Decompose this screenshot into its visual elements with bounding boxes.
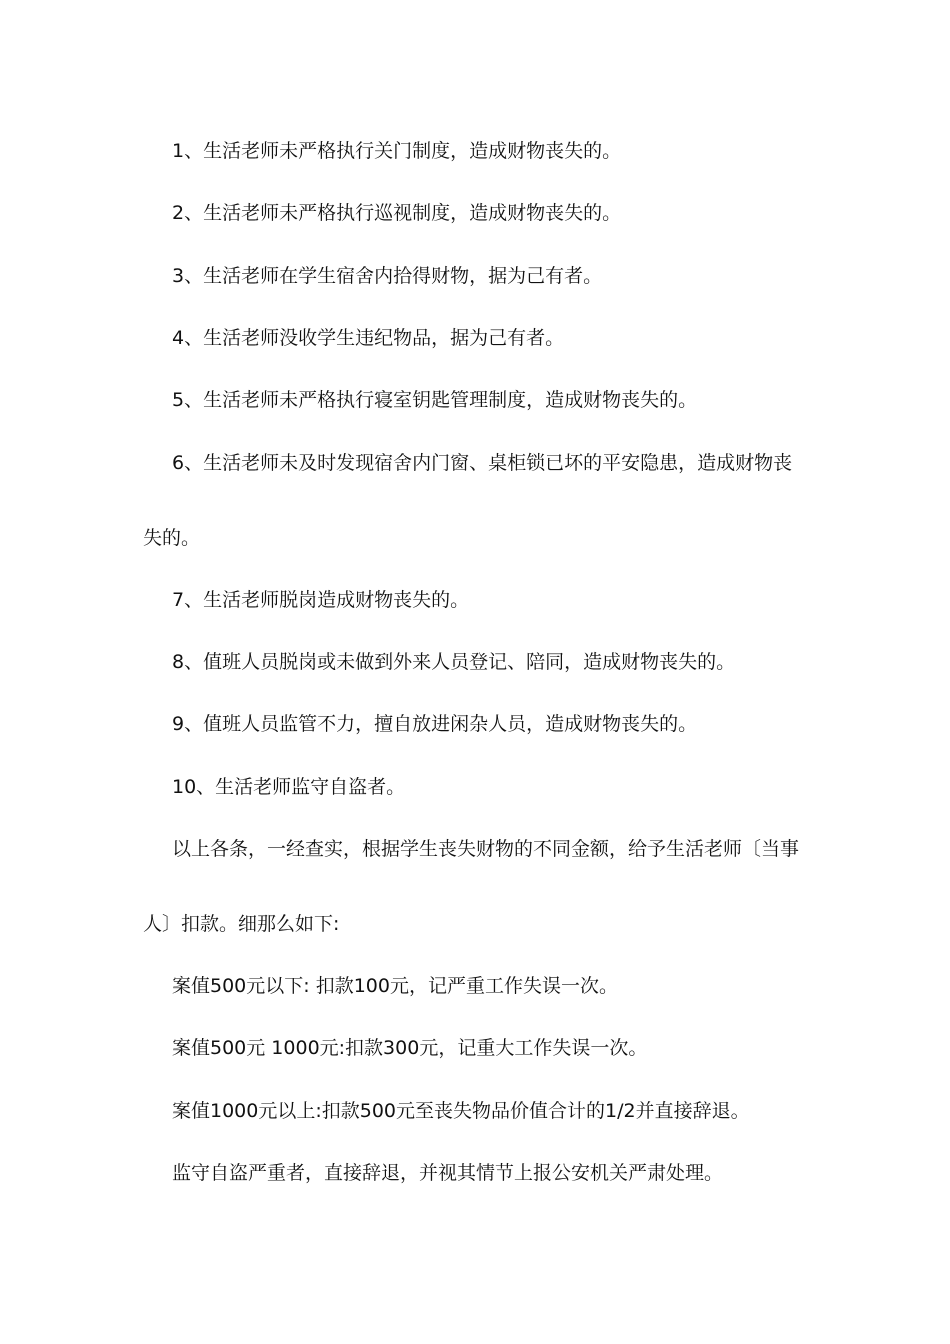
rule-5: 5、生活老师未严格执行寝室钥匙管理制度，造成财物丧失的。 [172, 389, 698, 411]
severe-case-note: 监守自盗严重者，直接辞退，并视其情节上报公安机关严肃处理。 [172, 1162, 724, 1184]
rule-3: 3、生活老师在学生宿舍内拾得财物，据为己有者。 [172, 265, 603, 287]
rule-8: 8、值班人员脱岗或未做到外来人员登记、陪同，造成财物丧失的。 [172, 651, 736, 673]
rule-9: 9、值班人员监管不力，擅自放进闲杂人员，造成财物丧失的。 [172, 713, 698, 735]
penalty-tier-2: 案值500元 1000元:扣款300元，记重大工作失误一次。 [172, 1037, 648, 1059]
rule-7: 7、生活老师脱岗造成财物丧失的。 [172, 589, 470, 611]
rule-1: 1、生活老师未严格执行关门制度，造成财物丧失的。 [172, 140, 622, 162]
rule-6: 6、生活老师未及时发现宿舍内门窗、桌柜锁已坏的平安隐患，造成财物丧 [172, 452, 793, 474]
rule-2: 2、生活老师未严格执行巡视制度，造成财物丧失的。 [172, 202, 622, 224]
rule-6-continuation: 失的。 [143, 527, 201, 549]
summary-continuation: 人〕扣款。细那么如下: [143, 913, 340, 935]
penalty-tier-1: 案值500元以下: 扣款100元，记严重工作失误一次。 [172, 975, 618, 997]
summary-paragraph: 以上各条，一经查实，根据学生丧失财物的不同金额，给予生活老师〔当事 [172, 838, 800, 860]
penalty-tier-3: 案值1000元以上:扣款500元至丧失物品价值合计的1/2并直接辞退。 [172, 1100, 750, 1122]
rule-4: 4、生活老师没收学生违纪物品，据为己有者。 [172, 327, 565, 349]
rule-10: 10、生活老师监守自盗者。 [172, 776, 406, 798]
